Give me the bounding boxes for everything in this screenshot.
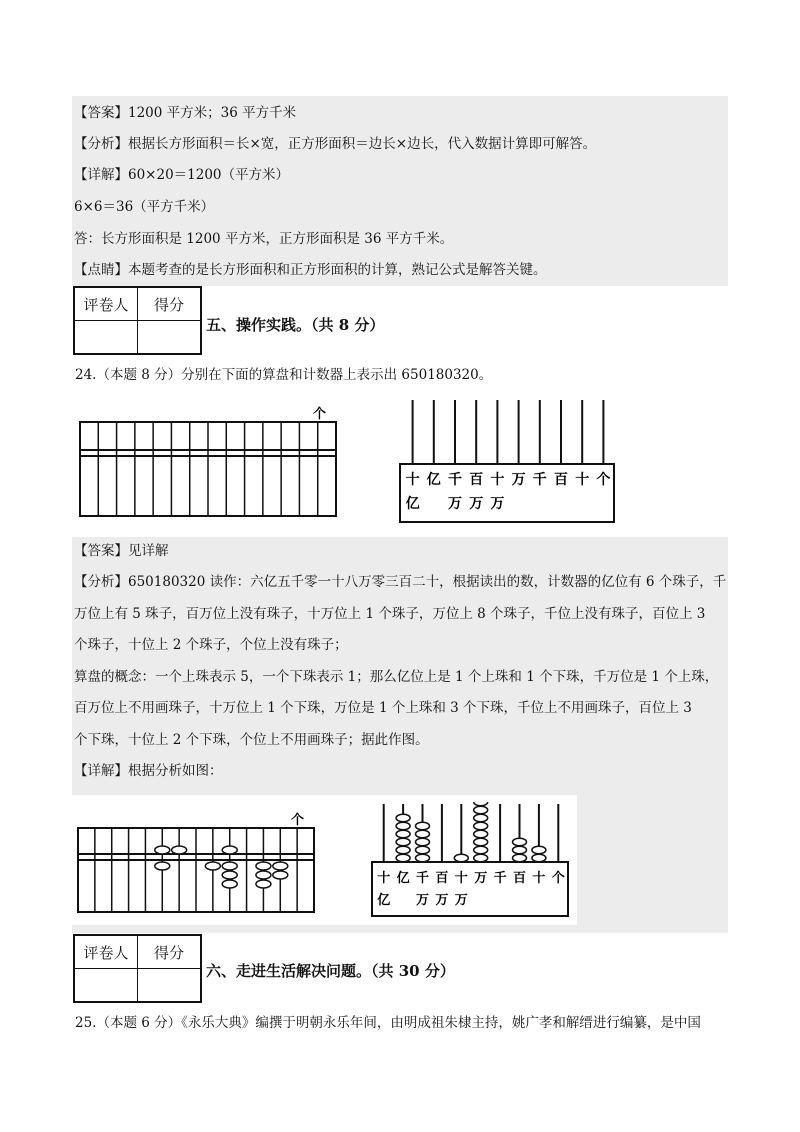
- q23-comment: 【点睛】本题考查的是长方形面积和正方形面积的计算，熟记公式是解答关键。: [74, 262, 547, 278]
- section6-score-table: [73, 934, 202, 1003]
- counter-place-label: 百: [512, 871, 527, 886]
- abacus-bead: [222, 862, 237, 870]
- counter-place-label: 亿: [426, 472, 441, 488]
- q24-answer: 【答案】见详解: [74, 543, 169, 559]
- q24-analysis-5: 百万位上不用画珠子，十万位上 1 个下珠，万位是 1 个上珠和 3 个下珠，千位上不用画珠子，百位上 3: [74, 700, 692, 716]
- counter-bead: [416, 830, 430, 838]
- abacus-bead: [222, 871, 237, 879]
- counter-bead: [474, 854, 488, 862]
- counter-bead: [513, 838, 527, 846]
- counter-place-label: 百: [469, 472, 484, 488]
- counter-bead: [513, 854, 527, 862]
- counter-place-label: 十: [532, 871, 546, 886]
- counter-place-label: 十: [575, 472, 590, 488]
- ones-arrow-label: 个: [313, 407, 327, 422]
- counter-bead: [396, 830, 410, 838]
- abacus-bead: [256, 862, 271, 870]
- counter-bead: [474, 846, 488, 854]
- counter-bead: [532, 854, 546, 862]
- abacus-bead: [222, 846, 237, 854]
- score-cell: [138, 969, 202, 1003]
- counter-bead: [396, 838, 410, 846]
- grader-cell: [74, 321, 138, 355]
- abacus-bead: [273, 871, 288, 879]
- section6-title: 六、走进生活解决问题。（共 30 分）: [206, 962, 455, 980]
- counter-place-label: 个: [551, 871, 565, 886]
- q23-detail-2: 6×6＝36（平方千米）: [74, 199, 215, 215]
- q23-detail-3: 答：长方形面积是 1200 平方米，正方形面积是 36 平方千米。: [74, 231, 454, 247]
- ones-arrow-label-answer: 个: [291, 813, 305, 828]
- counter-place-label: 个: [596, 472, 611, 488]
- counter-bead: [474, 830, 488, 838]
- blank-abacus: [78, 404, 340, 518]
- counter-bead: [454, 854, 468, 862]
- counter-bead: [474, 822, 488, 830]
- q23-answer: 【答案】1200 平方米；36 平方千米: [74, 105, 297, 121]
- counter-place-label: 千: [493, 871, 507, 886]
- q24-analysis-1: 【分析】650180320 读作：六亿五千零一十八万零三百二十，根据读出的数，计数器的亿位有 6 个珠子，千: [74, 574, 727, 590]
- counter-place-label: 万: [469, 496, 484, 512]
- counter-place-label: 万: [448, 496, 462, 512]
- abacus-bead: [205, 862, 220, 870]
- grader-label: 评卷人: [74, 287, 138, 321]
- abacus-bead: [273, 862, 288, 870]
- counter-place-label: 十: [490, 472, 505, 488]
- counter-bead: [416, 822, 430, 830]
- counter-place-label: 十: [454, 871, 468, 886]
- counter-bead: [513, 846, 527, 854]
- counter-bead: [396, 822, 410, 830]
- counter-bead: [416, 854, 430, 862]
- q24-detail: 【详解】根据分析如图：: [74, 763, 223, 779]
- blank-counter: [398, 398, 618, 526]
- counter-place-label: 万: [490, 496, 505, 512]
- counter-bead: [416, 846, 430, 854]
- score-cell: [138, 321, 202, 355]
- counter-place-label: 万: [511, 472, 526, 488]
- counter-place-label: 百: [554, 472, 568, 488]
- counter-place-label: 十: [377, 871, 391, 886]
- counter-place-label: 千: [415, 871, 430, 886]
- counter-place-label: 千: [532, 472, 547, 488]
- score-label: 得分: [138, 935, 202, 969]
- q24-stem: 24.（本题 8 分）分别在下面的算盘和计数器上表示出 650180320。: [75, 367, 493, 383]
- counter-bead: [396, 854, 410, 862]
- abacus-bead: [256, 871, 271, 879]
- q23-analysis: 【分析】根据长方形面积＝长×宽，正方形面积＝边长×边长，代入数据计算即可解答。: [74, 136, 597, 152]
- answer-counter: [370, 802, 572, 920]
- q24-analysis-4: 算盘的概念：一个上珠表示 5，一个下珠表示 1；那么亿位上是 1 个上珠和 1 个下珠，千万位是 1 个上珠，: [74, 669, 719, 685]
- counter-place-label: 万: [435, 893, 449, 908]
- q23-detail-1: 【详解】60×20＝1200（平方米）: [74, 167, 290, 183]
- counter-place-label: 亿: [405, 496, 420, 512]
- counter-bead: [532, 846, 546, 854]
- q24-analysis-2: 万位上有 5 珠子，百万位上没有珠子，十万位上 1 个珠子，万位上 8 个珠子，千位上没有珠子，百位上 3: [74, 606, 706, 622]
- counter-bead: [474, 802, 488, 806]
- abacus-bead: [155, 846, 170, 854]
- counter-place-label: 千: [448, 472, 462, 488]
- counter-place-label: 百: [435, 871, 449, 886]
- q23-answer-block: [72, 96, 728, 286]
- section5-score-table: [73, 286, 202, 355]
- counter-bead: [474, 806, 488, 814]
- abacus-bead: [155, 862, 170, 870]
- counter-place-label: 亿: [396, 871, 410, 886]
- counter-bead: [474, 814, 488, 822]
- counter-bead: [416, 838, 430, 846]
- score-label: 得分: [138, 287, 202, 321]
- grader-cell: [74, 969, 138, 1003]
- q24-analysis-3: 个珠子，十位上 2 个珠子，个位上没有珠子；: [74, 637, 348, 653]
- counter-place-label: 十: [405, 472, 420, 488]
- section5-title: 五、操作实践。（共 8 分）: [206, 316, 385, 334]
- counter-bead: [396, 814, 410, 822]
- abacus-bead: [172, 846, 187, 854]
- counter-place-label: 万: [454, 893, 468, 908]
- counter-place-label: 万: [474, 871, 488, 886]
- answer-abacus: [76, 810, 318, 914]
- q24-analysis-6: 个下珠，十位上 2 个下珠，个位上不用画珠子；据此作图。: [74, 732, 429, 748]
- counter-bead: [474, 838, 488, 846]
- counter-place-label: 万: [415, 893, 430, 908]
- q25-stem: 25.（本题 6 分）《永乐大典》编撰于明朝永乐年间，由明成祖朱棣主持，姚广孝和解缙进行编纂，是中国: [75, 1015, 701, 1031]
- grader-label: 评卷人: [74, 935, 138, 969]
- abacus-bead: [222, 880, 237, 888]
- abacus-bead: [256, 880, 271, 888]
- counter-place-label: 亿: [377, 893, 391, 908]
- counter-bead: [396, 846, 410, 854]
